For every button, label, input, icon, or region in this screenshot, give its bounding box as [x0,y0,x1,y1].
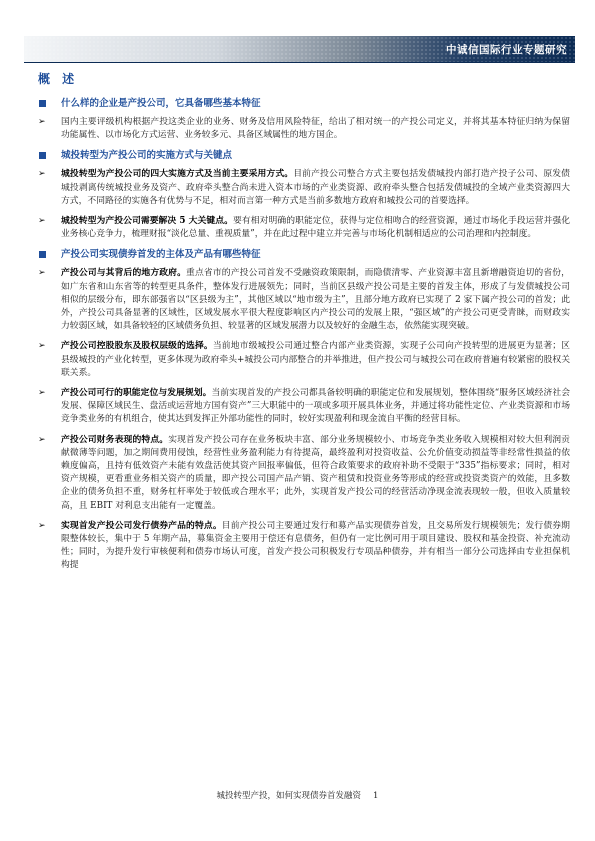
section-heading-2 [38,149,570,163]
report-series-title: 中诚信国际行业专题研究 [446,44,567,56]
paragraph-text: 当前地市级城投公司通过整合内部产业类资源，实现子公司向产投转型的进展更为显著；区县级城投的产业化转型，更多体现为政府牵头+城投公司内部整合的并举推进，但产投公司与城投公司在政府普遍有较紧密的股权关联关系。 [61,341,570,378]
page-footer [0,789,595,801]
paragraph-lead: 实现首发产投公司发行债券产品的特点。 [61,520,222,531]
paragraph-lead: 城投转型为产投公司的四大实施方式及当前主要采用方式。 [61,169,294,180]
paragraph-item [38,116,570,142]
paragraph-text: 目前产投公司整合方式主要包括发债城投内部打造产投子公司、原发债城投剥离传统城投业务及资产、政府牵头整合尚未进入资本市场的产业类资源、政府牵头整合包括发债城投的全域产业类资源四大方式，不同路径的实施各有优势与不足，相对而言第一种方式是当前多数地方政府和城投公司的首要选择。 [61,169,570,206]
footer-title: 城投转型产投，如何实现债券首发融资 [216,791,362,801]
paragraph-item [38,520,570,573]
arrow-bullet-icon: ➢ [38,520,46,531]
section-heading-3 [38,248,570,262]
paragraph-text: 当前实现首发的产投公司都具备较明确的职能定位和发展规划，整体围绕“服务区域经济社会发展、保障区域民生、盘活或运营地方国有资产”三大职能中的一项或多项开展具体业务，并通过将功能性定位、产业类资源和市场竞争类业务的有机组合，使其达到发挥正外部功能性的同时，较好实现盈利和现金流自平衡的经营目标。 [61,388,570,425]
arrow-bullet-icon: ➢ [38,117,46,127]
paragraph-lead: 产投公司控股股东及股权层级的选择。 [61,341,213,352]
arrow-bullet-icon: ➢ [38,268,46,279]
paragraph-text: 国内主要评级机构根据产投这类企业的业务、财务及信用风险特征，给出了相对统一的产投公司定义，并将其基本特征归纳为保留功能属性、以市场化方式运营、业务较多元、具备区域属性的地方国企。 [61,117,570,141]
paragraph-item [38,215,570,241]
paragraph-item [38,168,570,208]
paragraph-lead: 产投公司财务表现的特点。 [61,434,169,445]
square-bullet-icon [39,251,46,258]
paragraph-item [38,340,570,380]
paragraph-item [38,267,570,333]
arrow-bullet-icon: ➢ [38,216,46,227]
section-heading-text: 产投公司实现债券首发的主体及产品有哪些特征 [61,249,261,261]
paragraph-text: 目前产投公司主要通过发行和募产品实现债券首发，且交易所发行规模领先；发行债券期限整体较长，集中于 5 年期产品，募集资金主要用于偿还有息债务，但仍有一定比例可用于项目建设、股权和基金投资、补充流动性；同时，为提升发行审核便利和债券市场认可度，首发产投公司积极发行专项品种债券，并有相当一部分公司选择由专业担保机构提 [61,520,570,571]
arrow-bullet-icon: ➢ [38,434,46,445]
square-bullet-icon [39,100,46,107]
section-heading-1 [38,97,570,111]
paragraph-lead: 产投公司与其背后的地方政府。 [61,268,187,279]
overview-title: 概 述 [38,72,79,86]
paragraph-text: 实现首发产投公司存在业务板块丰富、部分业务规模较小、市场竞争类业务收入规模相对较大但利润贡献微薄等问题，加之期间费用侵蚀，经营性业务盈利能力有待提高，最终盈利对投资收益、公允价值变动损益等非经常性损益的依赖度偏高，且持有低效资产未能有效盘活使其资产回报率偏低，但符合政策要求的政府补助不受限于“335”指标要求；同时，相对资产规模，更看重业务相关资产的质量，即产投公司国产品产销、资产租赁和投资业务等形成的经营或投资类资产的效能，且多数企业的债务负担不重，财务杠杆率处于较低或合理水平；此外，实现首发产投公司的经营活动净现金流表现较一般，但收入质量较高，且 EBIT 对利息支出能有一定覆盖。 [61,434,570,511]
paragraph-lead: 产投公司可行的职能定位与发展规划。 [61,388,212,399]
header-banner [24,36,575,62]
arrow-bullet-icon: ➢ [38,388,46,399]
paragraph-item [38,387,570,427]
arrow-bullet-icon: ➢ [38,169,46,180]
document-body [38,68,570,580]
paragraph-text: 重点省市的产投公司首发不受融资政策限制，而隐债清零、产业资源丰富且新增融资迫切的省份，如广东省和山东省等的转型更具条件，整体发行进展领先；同时，当前区县级产投公司是主要的首发主体，形成了与发债城投公司相似的层级分布，即东部强省以“区县级为主”，其他区域以“地市级为主”，且部分地方政府已实现了 2 家下属产投公司的首发；此外，产投公司具备显著的区域性，区域发展水平很大程度影响区内产投公司的发展上限，“强区域”的产投公司更受青睐，而财政实力较弱区域，如具备较轻的区域债务负担、较显著的区域发展潜力以及较好的金融生态，依然能实现突破。 [61,268,570,332]
section-heading-text: 什么样的企业是产投公司，它具备哪些基本特征 [61,98,261,109]
header-divider [24,62,575,63]
square-bullet-icon [39,152,46,159]
paragraph-lead: 城投转型为产投公司需要解决 5 大关键点。 [61,216,234,227]
paragraph-text: 要有相对明确的职能定位，获得与定位相吻合的经营资源，通过市场化手段运营并强化业务核心竞争力，梳理财报“淡化总量、重视质量”，并在此过程中建立并完善与市场化机制相适应的公司治理和内控制度。 [61,216,570,240]
section-heading-text: 城投转型为产投公司的实施方式与关键点 [61,150,233,162]
paragraph-item [38,434,570,513]
page-number: 1 [373,791,379,801]
arrow-bullet-icon: ➢ [38,341,46,352]
